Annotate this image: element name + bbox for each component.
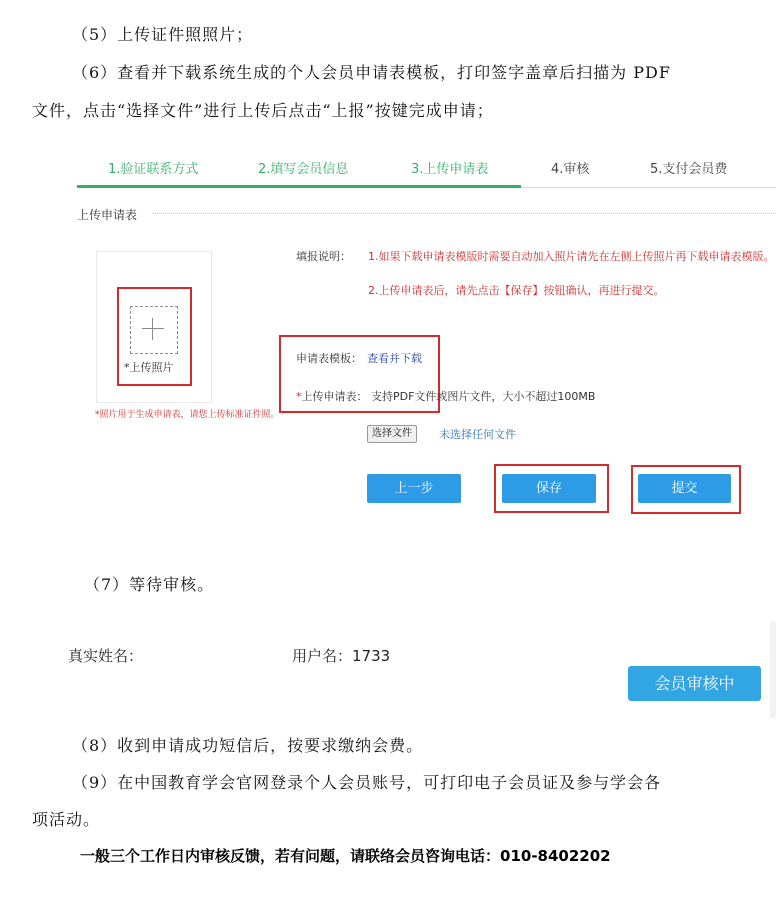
step-1: 1.验证联系方式	[108, 162, 199, 177]
photo-upload-button[interactable]	[130, 306, 178, 354]
step-5: 5.支付会员费	[650, 162, 728, 177]
scrollbar[interactable]	[770, 622, 776, 718]
contact-footer: 一般三个工作日内审核反馈，若有问题，请联络会员咨询电话：010-8402202	[80, 847, 611, 865]
submit-button[interactable]: 提交	[638, 474, 731, 503]
upload-hint: 支持PDF文件或图片文件，大小不超过100MB	[371, 390, 596, 403]
step-4: 4.审核	[551, 162, 590, 177]
save-button[interactable]: 保存	[502, 474, 596, 503]
status-button[interactable]: 会员审核中	[628, 666, 761, 701]
realname-label: 真实姓名：	[68, 647, 144, 665]
notes-label: 填报说明：	[296, 250, 351, 263]
note-1: 1.如果下载申请表模版时需要自动加入照片请先在左侧上传照片再下载申请表模版。	[368, 250, 775, 263]
step-3-current: 3.上传申请表	[411, 162, 489, 177]
upload-form-label	[296, 388, 368, 404]
template-download-link[interactable]: 查看并下载	[367, 352, 422, 365]
plus-icon	[142, 328, 164, 329]
required-asterisk: *	[296, 390, 302, 403]
steps-progress-line	[77, 185, 521, 188]
step7-text: （7）等待审核。	[84, 575, 215, 594]
prev-step-button[interactable]: 上一步	[367, 474, 461, 503]
photo-note: *照片用于生成申请表，请您上传标准证件照。	[95, 410, 280, 420]
section-title: 上传申请表	[77, 208, 138, 222]
step8-text: （8）收到申请成功短信后，按要求缴纳会费。	[72, 736, 424, 755]
note-2: 2.上传申请表后，请先点击【保存】按钮确认，再进行提交。	[368, 284, 665, 297]
step5-text: （5）上传证件照照片；	[72, 25, 254, 44]
upload-photo-label-text: *上传照片	[124, 361, 174, 374]
step6-text-line1: （6）查看并下载系统生成的个人会员申请表模板，打印签字盖章后扫描为 PDF	[72, 63, 671, 82]
step6-text-line2: 文件，点击“选择文件”进行上传后点击“上报”按键完成申请；	[32, 101, 494, 120]
choose-file-button[interactable]: 选择文件	[367, 425, 417, 443]
upload-photo-label	[124, 359, 174, 375]
upload-form-label-text: 上传申请表：	[301, 390, 368, 403]
step9-text-line1: （9）在中国教育学会官网登录个人会员账号，可打印电子会员证及参与学会各	[72, 773, 662, 792]
no-file-text: 未选择任何文件	[439, 428, 516, 441]
step-2: 2.填写会员信息	[258, 162, 349, 177]
plus-icon-vertical	[152, 318, 153, 340]
section-divider	[152, 213, 776, 214]
step9-text-line2: 项活动。	[32, 810, 101, 829]
username-label: 用户名：1733	[292, 647, 391, 665]
template-label: 申请表模板：	[296, 352, 362, 365]
progress-steps	[77, 150, 776, 188]
